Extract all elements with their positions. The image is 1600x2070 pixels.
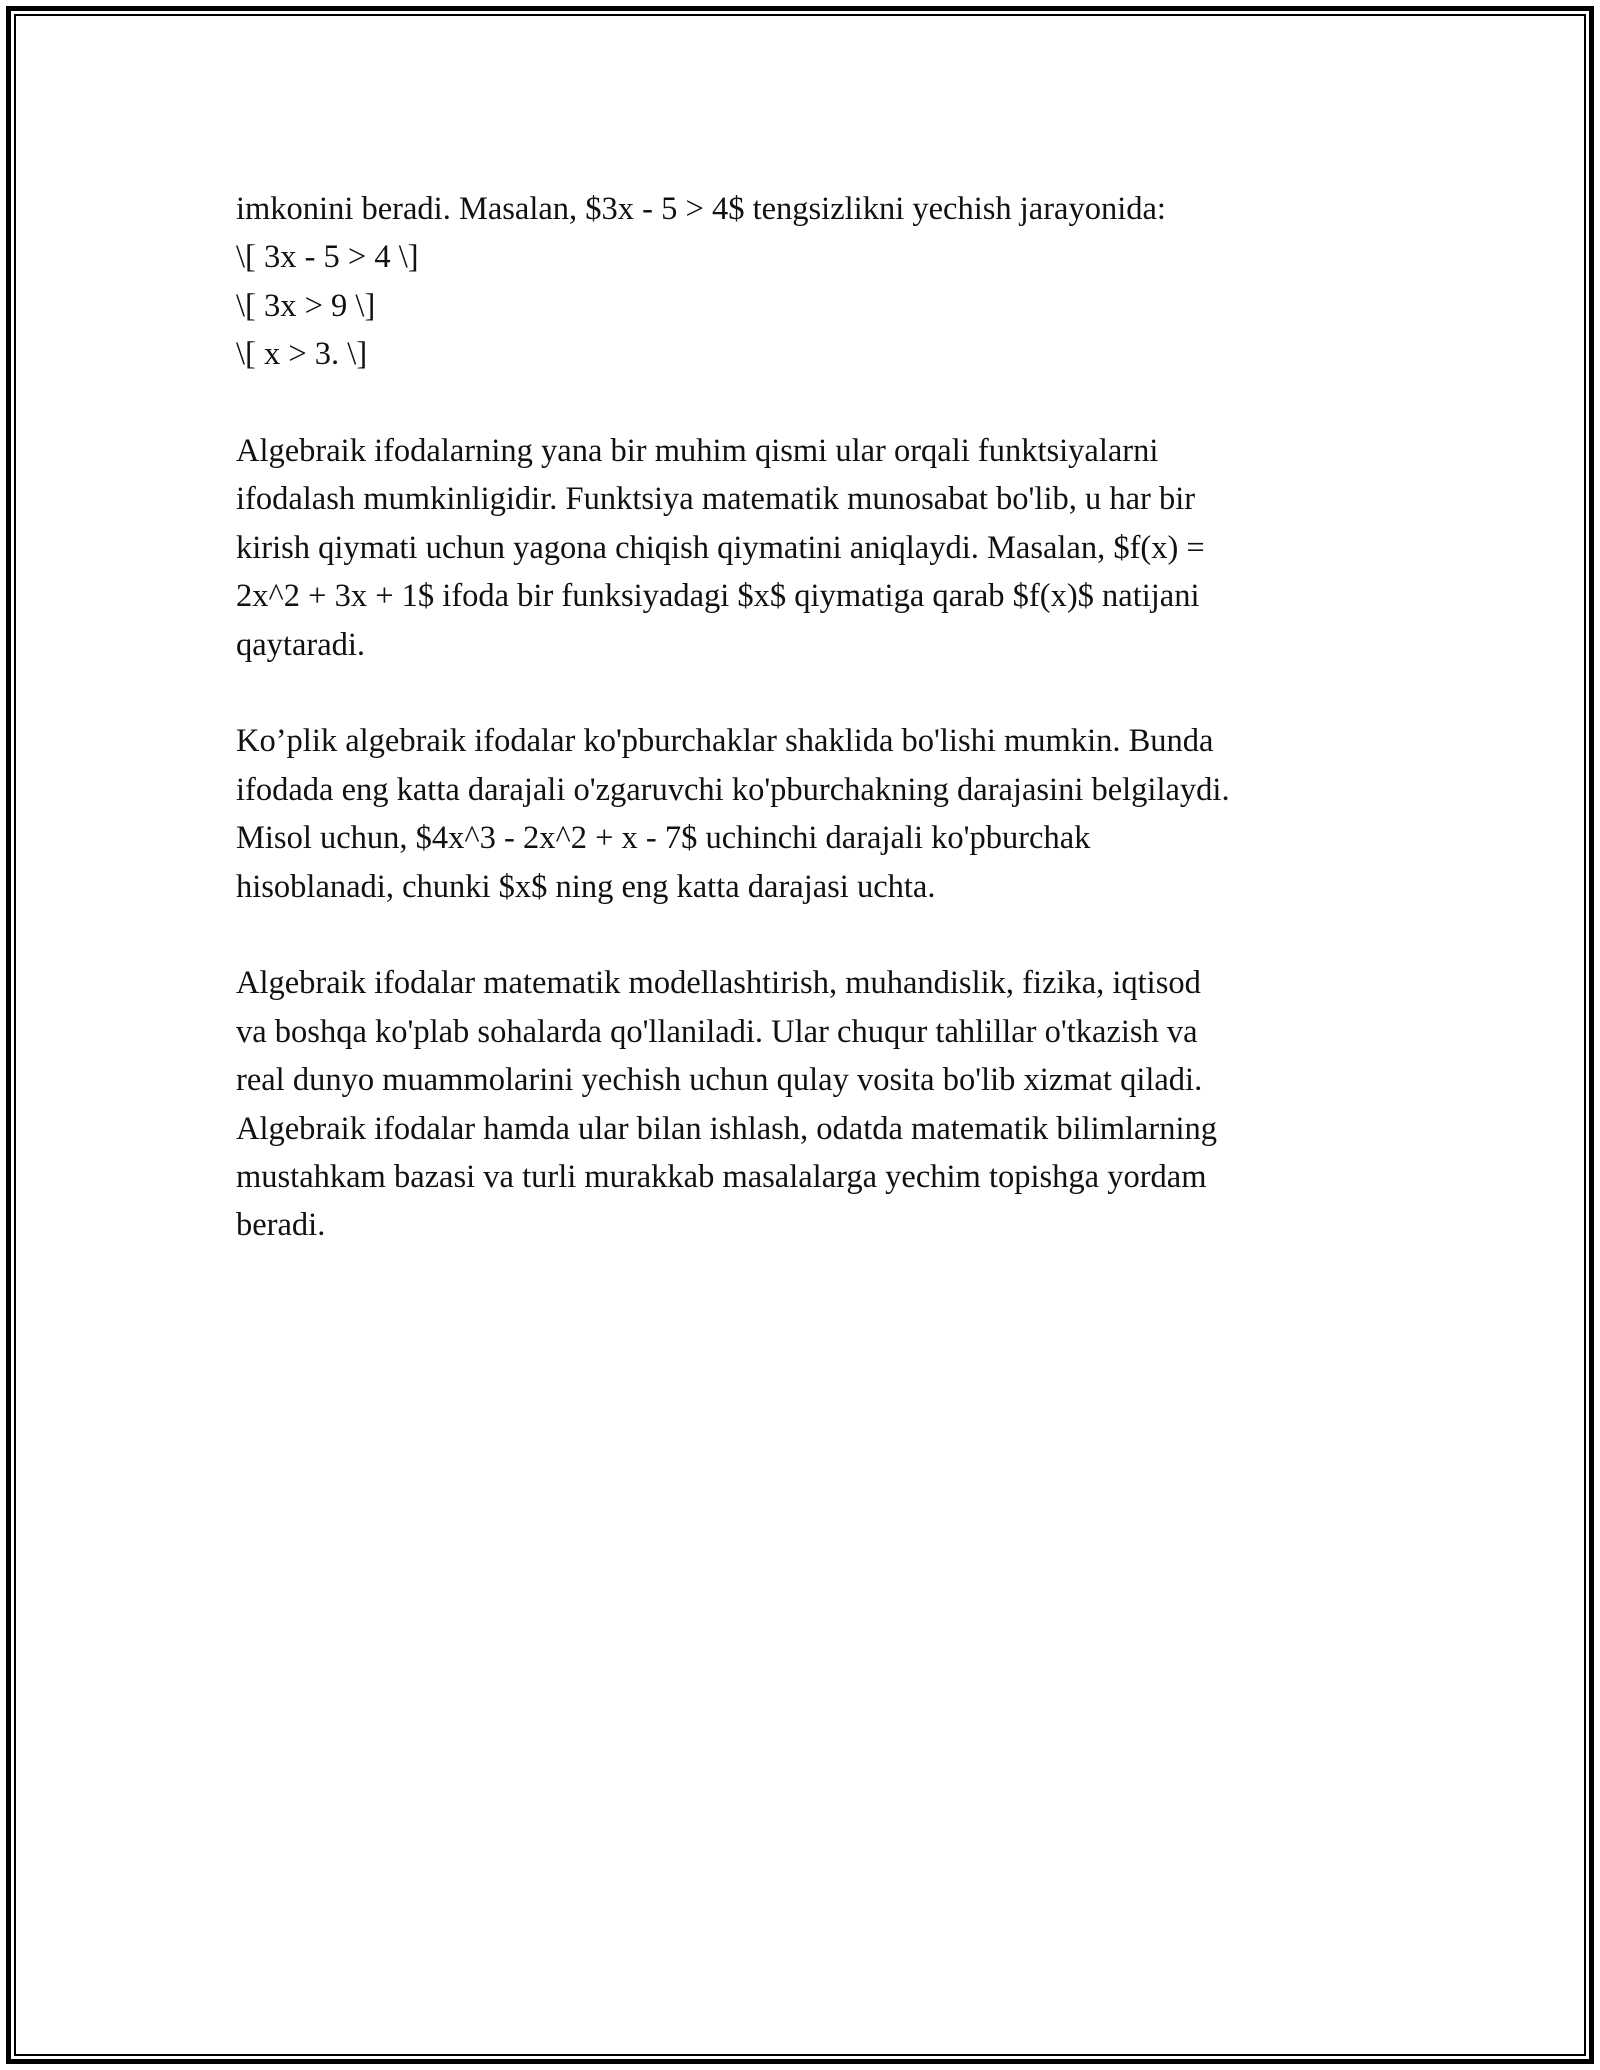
text-line: va boshqa ko'plab sohalarda qo'llaniladi. Ular chuqur tahlillar o'tkazish va	[236, 1013, 1198, 1050]
text-line: kirish qiymati uchun yagona chiqish qiymatini aniqlaydi. Masalan, $f(x) =	[236, 529, 1205, 566]
text-line: ifodada eng katta darajali o'zgaruvchi ko'pburchakning darajasini belgilaydi.	[236, 771, 1230, 808]
text-line: ifodalash mumkinligidir. Funktsiya matematik munosabat bo'lib, u har bir	[236, 481, 1196, 518]
text-line: real dunyo muammolarini yechish uchun qulay vosita bo'lib xizmat qiladi.	[236, 1062, 1203, 1099]
equation-line: \[ 3x - 5 > 4 \]	[236, 239, 419, 276]
paragraph-spacer	[236, 911, 1376, 959]
text-line: imkonini beradi. Masalan, $3x - 5 > 4$ tengsizlikni yechish jarayonida:	[236, 191, 1166, 227]
text-line: Algebraik ifodalar matematik modellashtirish, muhandislik, fizika, iqtisod	[236, 965, 1201, 1002]
paragraph-polynomials	[236, 717, 1376, 911]
text-line: Algebraik ifodalar hamda ular bilan ishlash, odatda matematik bilimlarning	[236, 1110, 1218, 1147]
document-body	[236, 185, 1376, 1250]
text-line: Algebraik ifodalarning yana bir muhim qismi ular orqali funktsiyalarni	[236, 433, 1159, 470]
text-line: mustahkam bazasi va turli murakkab masalalarga yechim topishga yordam	[236, 1159, 1207, 1196]
paragraph-spacer	[236, 669, 1376, 717]
equation-line: \[ 3x > 9 \]	[236, 287, 376, 324]
text-line: beradi.	[236, 1207, 326, 1244]
equation-line: \[ x > 3. \]	[236, 336, 368, 373]
paragraph-spacer	[236, 379, 1376, 427]
text-line: hisoblanadi, chunki $x$ ning eng katta darajasi uchta.	[236, 868, 936, 905]
intro-block	[236, 185, 1376, 379]
text-line: qaytaradi.	[236, 626, 366, 663]
paragraph-applications	[236, 959, 1376, 1249]
paragraph-functions	[236, 427, 1376, 669]
text-line: Misol uchun, $4x^3 - 2x^2 + x - 7$ uchinchi darajali ko'pburchak	[236, 820, 1091, 857]
text-line: Ko’plik algebraik ifodalar ko'pburchaklar shaklida bo'lishi mumkin. Bunda	[236, 723, 1214, 760]
text-line: 2x^2 + 3x + 1$ ifoda bir funksiyadagi $x$ qiymatiga qarab $f(x)$ natijani	[236, 578, 1200, 615]
